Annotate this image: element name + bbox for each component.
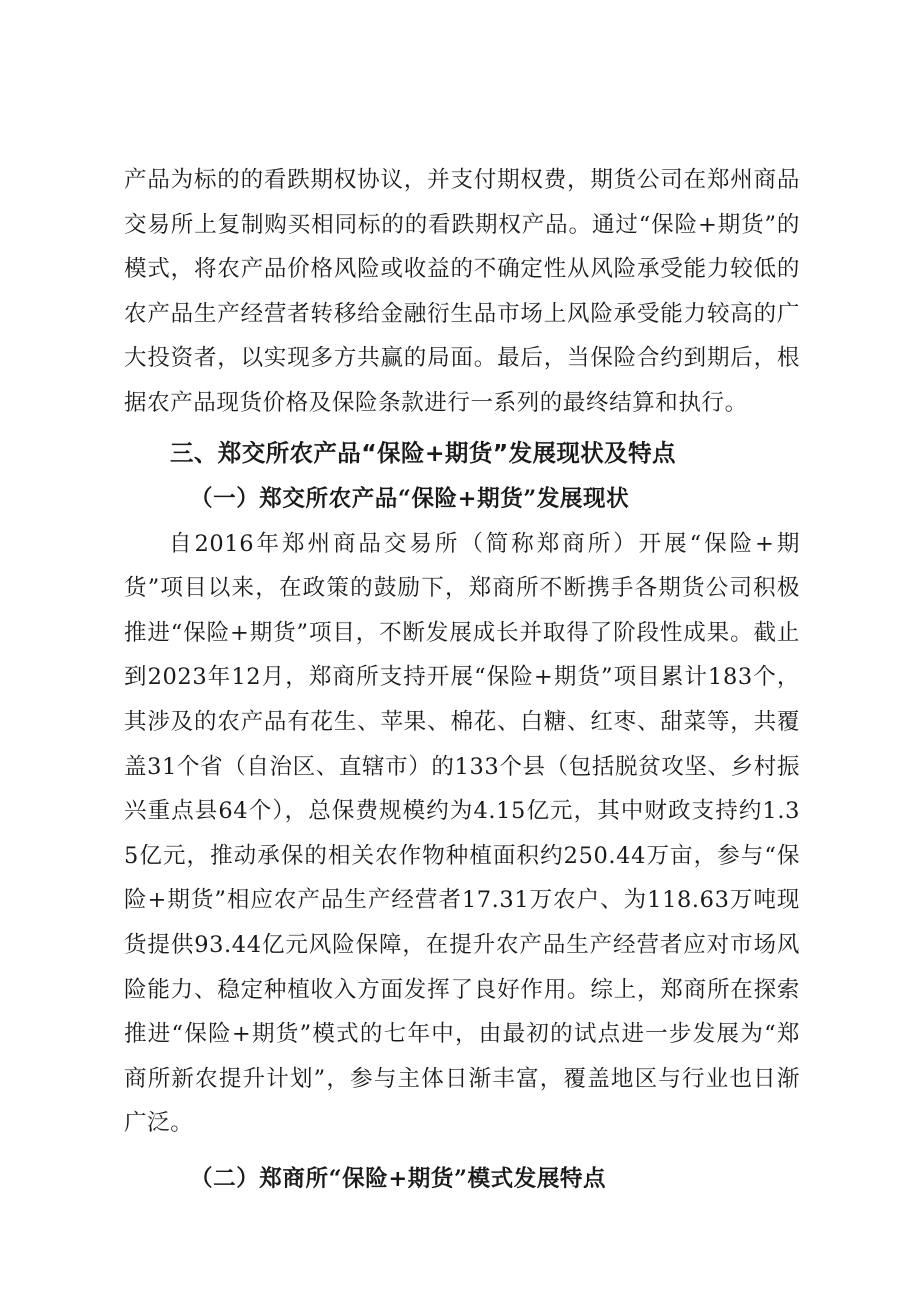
paragraph-premium-transfer: 产品为标的的看跌期权协议，并支付期权费，期货公司在郑州商品交易所上复制购买相同标的的看跌期权产品。通过“保险+期货”的模式，将农产品价格风险或收益的不确定性从风险承受能力较低的农产品生产经营者转移给金融衍生品市场上风险承受能力较高的广大投资者，以实现多方共赢的局面。最后，当保险合约到期后，根据农产品现货价格及保险条款进行一系列的最终结算和执行。 (124, 167, 800, 416)
paragraph-development-status: 自2016年郑州商品交易所（简称郑商所）开展“保险+期货”项目以来，在政策的鼓励下，郑商所不断携手各期货公司积极推进“保险+期货”项目，不断发展成长并取得了阶段性成果。截止到2023年12月，郑商所支持开展“保险+期货”项目累计183个，其涉及的农产品有花生、苹果、棉花、白糖、红枣、甜菜等，共覆盖31个省（自治区、直辖市）的133个县（包括脱贫攻坚、乡村振兴重点县64个），总保费规模约为4.15亿元，其中财政支持约1.35亿元，推动承保的相关农作物种植面积约250.44万亩，参与“保险+期货”相应农产品生产经营者17.31万农户、为118.63万吨现货提供93.44亿元风险保障，在提升农产品生产经营者应对市场风险能力、稳定种植收入方面发挥了良好作用。综上，郑商所在探索推进“保险+期货”模式的七年中，由最初的试点进一步发展为“郑商所新农提升计划”，参与主体日渐丰富，覆盖地区与行业也日渐广泛。 (124, 530, 800, 1137)
document-body (124, 158, 800, 1202)
subheading-development-status: （一）郑交所农产品“保险+期货”发展现状 (190, 485, 630, 512)
section-heading: 三、郑交所农产品“保险+期货”发展现状及特点 (170, 438, 676, 467)
subheading-development-features: （二）郑商所“保险+期货”模式发展特点 (190, 1165, 607, 1192)
spacer (124, 1146, 800, 1156)
